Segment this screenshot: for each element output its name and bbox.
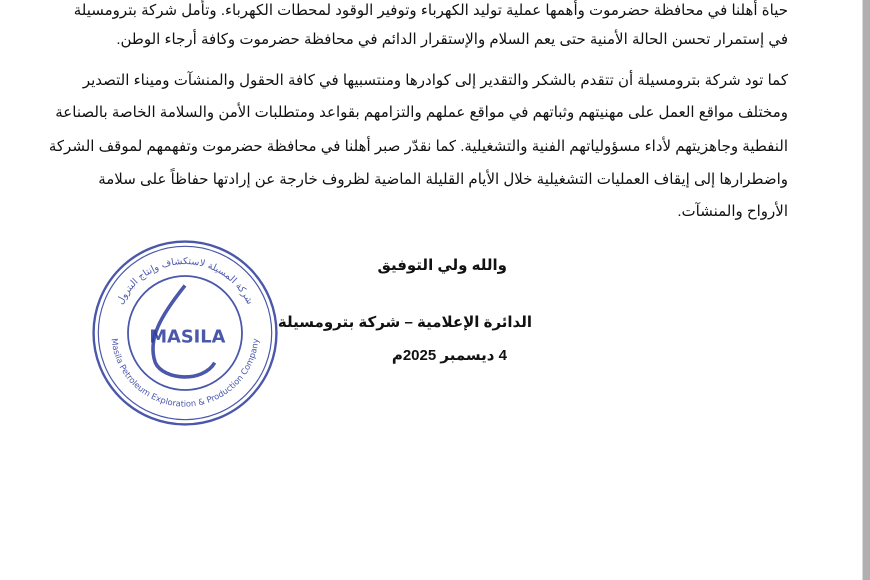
company-stamp [90,238,280,428]
vertical-scrollbar[interactable] [862,0,870,580]
signature-date: 4 ديسمبر 2025م [391,347,507,364]
paragraph2-line-2: ومختلف مواقع العمل على مهنيتهم وثباتهم في مواقع عملهم والتزامهم بقواعد ومتطلبات الأمن والسلامة الخاصة بالصناعة [55,104,788,121]
stamp-logo-text: MASILA [149,326,226,348]
paragraph1-line-1: حياة أهلنا في محافظة حضرموت وأهمها عملية توليد الكهرباء وتوفير الوقود لمحطات الكهرباء. وتأمل شركة بترومسيلة [73,2,788,19]
paragraph2-line-3: النفطية وجاهزيتهم لأداء مسؤولياتهم الفنية والتشغيلية. كما نقدّر صبر أهلنا في محافظة حضرموت وتفهمهم لموقف الشركة [48,138,788,155]
paragraph2-line-1: كما تود شركة بترومسيلة أن تتقدم بالشكر والتقدير إلى كوادرها ومنتسبيها في كافة الحقول والمنشآت وميناء التصدير [82,72,788,89]
stamp-arabic-ring: شركة المسيلة لاستكشاف وإنتاج البترول [114,256,256,307]
signature-department: الدائرة الإعلامية – شركة بترومسيلة [277,314,532,331]
paragraph1-line-2: في إستمرار تحسن الحالة الأمنية حتى يعم السلام والإستقرار الدائم في محافظة حضرموت وكافة أرجاء الوطن. [116,31,788,48]
stamp-english-ring: Masila Petroleum Exploration & Production Company [109,337,261,409]
paragraph2-line-4: واضطرارها إلى إيقاف العمليات التشغيلية خلال الأيام القليلة الماضية لظروف خارجة عن إرادتها حفاظاً على سلامة [98,171,788,188]
signature-closing: والله ولي التوفيق [377,257,507,274]
paragraph2-line-5: الأرواح والمنشآت. [677,203,788,220]
